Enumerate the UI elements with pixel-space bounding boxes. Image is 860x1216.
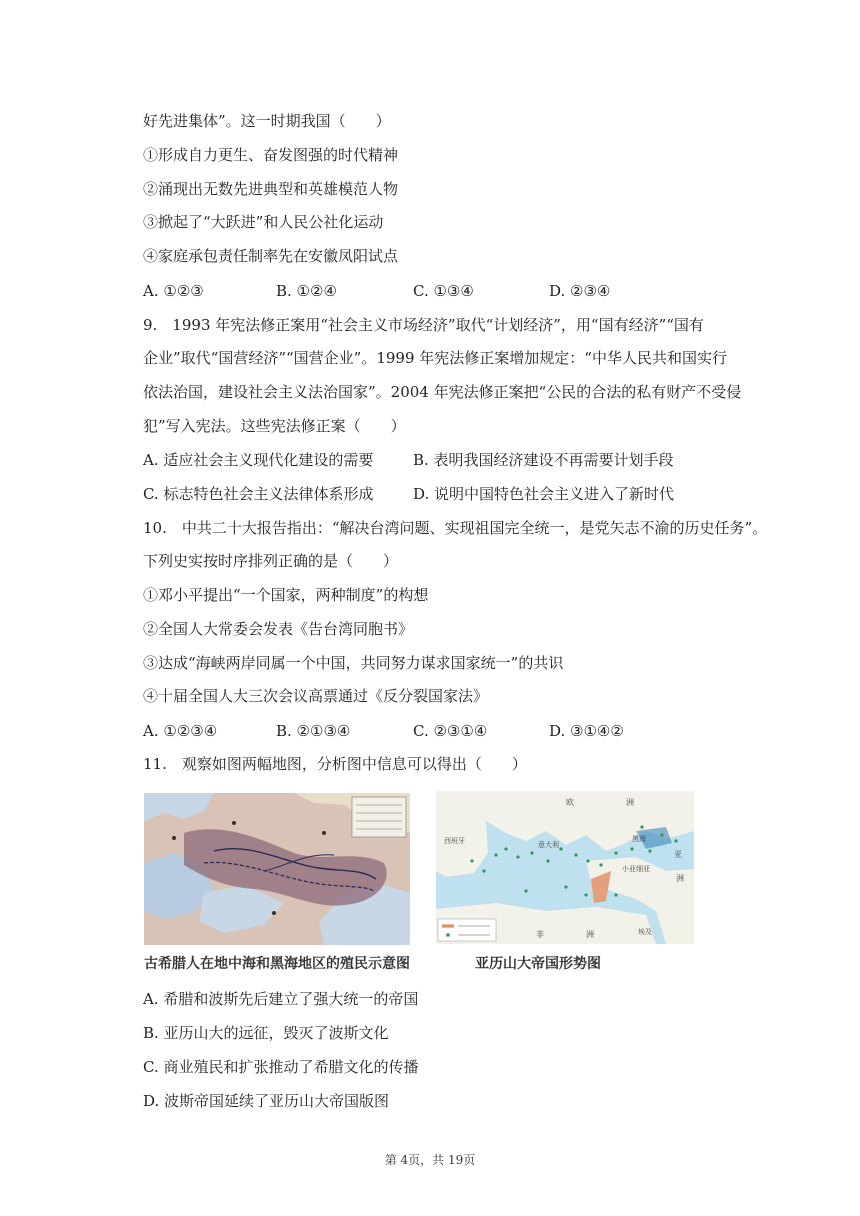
map-label-italy: 意大利 bbox=[538, 841, 559, 849]
q11-option-d: D. 波斯帝国延续了亚历山大帝国版图 bbox=[143, 1092, 390, 1110]
greek-colonization-map-graphic bbox=[144, 793, 410, 945]
q11-stem: 11. 观察如图两幅地图，分析图中信息可以得出（ ） bbox=[143, 755, 527, 773]
q10-item-1: ①邓小平提出“一个国家，两种制度”的构想 bbox=[143, 586, 429, 604]
q9-stem-1: 9. 1993 年宪法修正案用“社会主义市场经济”取代“计划经济”，用“国有经济”“国有 bbox=[143, 316, 704, 334]
q11-option-b: B. 亚历山大的远征，毁灭了波斯文化 bbox=[143, 1024, 389, 1042]
q9-option-c: C. 标志特色社会主义法律体系形成 bbox=[143, 485, 374, 503]
q10-option-b: B. ②①③④ bbox=[276, 722, 351, 740]
q8-item-3: ③掀起了“大跃进”和人民公社化运动 bbox=[143, 213, 384, 231]
greek-colonization-map bbox=[144, 793, 410, 945]
alexander-empire-map-graphic bbox=[436, 791, 694, 944]
q9-stem-3: 依法治国，建设社会主义法治国家”。2004 年宪法修正案把“公民的合法的私有财产不受侵 bbox=[143, 383, 742, 401]
q9-option-b: B. 表明我国经济建设不再需要计划手段 bbox=[413, 451, 674, 469]
q10-stem-2: 下列史实按时序排列正确的是（ ） bbox=[143, 552, 399, 570]
q8-item-1: ①形成自力更生、奋发图强的时代精神 bbox=[143, 146, 399, 164]
q8-option-a: A. ①②③ bbox=[143, 282, 204, 300]
map-label-spain: 西班牙 bbox=[444, 837, 465, 845]
map-label-asia-minor: 小亚细亚 bbox=[622, 865, 650, 873]
q8-option-d: D. ②③④ bbox=[549, 282, 611, 300]
q9-stem-4: 犯”写入宪法。这些宪法修正案（ ） bbox=[143, 417, 406, 435]
q8-option-b: B. ①②④ bbox=[276, 282, 337, 300]
q10-item-4: ④十届全国人大三次会议高票通过《反分裂国家法》 bbox=[143, 687, 489, 705]
q10-item-3: ③达成“海峡两岸同属一个中国，共同努力谋求国家统一”的共识 bbox=[143, 654, 564, 672]
q9-option-a: A. 适应社会主义现代化建设的需要 bbox=[143, 451, 374, 469]
q11-option-c: C. 商业殖民和扩张推动了希腊文化的传播 bbox=[143, 1058, 419, 1076]
right-map-caption: 亚历山大帝国形势图 bbox=[475, 956, 601, 972]
q10-stem-1: 10. 中共二十大报告指出：“解决台湾问题、实现祖国完全统一，是党矢志不渝的历史任务”。 bbox=[143, 519, 768, 537]
map-label-africa-2: 洲 bbox=[586, 930, 594, 939]
map-label-africa-1: 非 bbox=[536, 930, 544, 939]
q10-option-d: D. ③①④② bbox=[549, 722, 624, 740]
map-label-europe-2: 洲 bbox=[626, 798, 634, 807]
alexander-empire-map bbox=[436, 791, 694, 944]
q8-stem-end: 好先进集体”。这一时期我国（ ） bbox=[143, 112, 391, 130]
q8-option-c: C. ①③④ bbox=[413, 282, 474, 300]
map-label-black-sea: 黑海 bbox=[632, 835, 646, 843]
q9-stem-2: 企业”取代“国营经济”“国营企业”。1999 年宪法修正案增加规定：“中华人民共和国实行 bbox=[143, 349, 727, 367]
q10-item-2: ②全国人大常委会发表《告台湾同胞书》 bbox=[143, 620, 414, 638]
map-label-egypt: 埃及 bbox=[638, 928, 652, 936]
q11-option-a: A. 希腊和波斯先后建立了强大统一的帝国 bbox=[143, 990, 419, 1008]
page-footer: 第 4页，共 19页 bbox=[384, 1153, 476, 1167]
map-label-asia-2: 洲 bbox=[676, 874, 684, 883]
q10-option-a: A. ①②③④ bbox=[143, 722, 218, 740]
q10-option-c: C. ②③①④ bbox=[413, 722, 488, 740]
q8-item-4: ④家庭承包责任制率先在安徽凤阳试点 bbox=[143, 247, 399, 265]
map-label-asia-1: 亚 bbox=[674, 850, 682, 859]
map-label-europe-1: 欧 bbox=[566, 798, 574, 807]
left-map-caption: 古希腊人在地中海和黑海地区的殖民示意图 bbox=[144, 956, 410, 972]
q8-item-2: ②涌现出无数先进典型和英雄模范人物 bbox=[143, 180, 399, 198]
q9-option-d: D. 说明中国特色社会主义进入了新时代 bbox=[413, 485, 675, 503]
